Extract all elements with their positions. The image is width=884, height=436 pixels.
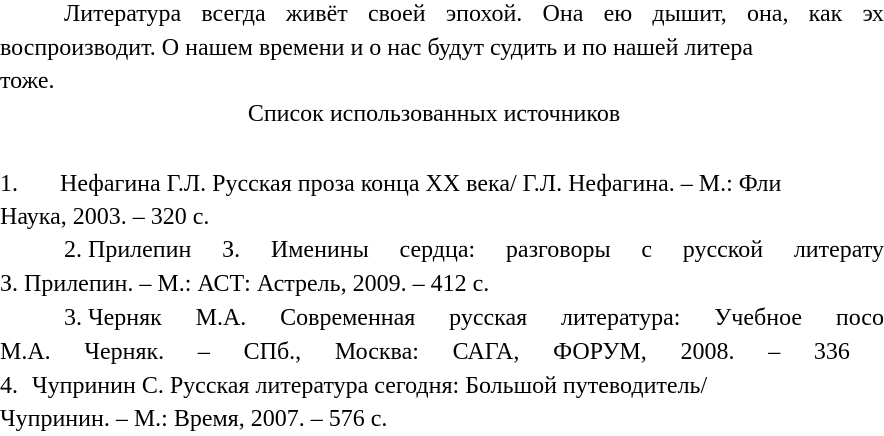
- word: Черняк: [88, 305, 162, 331]
- references-heading: Список использованных источников: [247, 101, 621, 127]
- word: ею: [603, 1, 633, 27]
- word: САГА,: [452, 339, 520, 365]
- word: 2008.: [680, 339, 735, 365]
- word: дышит,: [652, 1, 727, 27]
- word: 336: [813, 339, 850, 365]
- reference-text: Чупринин С. Русская литература сегодня: Большой путеводитель/: [32, 373, 708, 399]
- reference-number-text: 2.: [64, 237, 82, 263]
- reference-1-line-1: [0, 170, 781, 198]
- word: Она: [542, 1, 584, 27]
- word: эпохой.: [445, 1, 523, 27]
- word: она,: [746, 1, 789, 27]
- word: своей: [368, 1, 426, 27]
- word: литерату: [793, 237, 884, 263]
- reference-number: 4.: [0, 373, 18, 399]
- reference-text: Нефагина Г.Л. Русская проза конца XX века/ Г.Л. Нефагина. – М.: Фли: [60, 171, 782, 197]
- reference-3-line-2: [0, 338, 850, 366]
- reference-number: [64, 304, 162, 332]
- word: всегда: [201, 1, 266, 27]
- reference-number-text: 3.: [64, 305, 82, 331]
- word: ФОРУМ,: [553, 339, 647, 365]
- word: посо: [835, 305, 884, 331]
- word: русской: [682, 237, 764, 263]
- paragraph-line-3: тоже.: [0, 68, 55, 94]
- word: СПб.,: [243, 339, 302, 365]
- reference-4-line-1: [0, 372, 707, 400]
- paragraph-line-1: [64, 0, 884, 28]
- word: М.А.: [0, 339, 51, 365]
- word: русская: [449, 305, 528, 331]
- reference-2-line-1: [64, 236, 884, 264]
- word: сердца:: [399, 237, 476, 263]
- reference-2-line-2: З. Прилепин. – М.: АСТ: Астрель, 2009. – 412 с.: [0, 271, 490, 297]
- reference-3-line-1: [64, 304, 884, 332]
- word: эх: [862, 1, 884, 27]
- word: Именины: [270, 237, 369, 263]
- word: Черняк.: [84, 339, 165, 365]
- word: с: [641, 237, 653, 263]
- word: Прилепин: [88, 237, 192, 263]
- reference-1-line-2: Наука, 2003. – 320 с.: [0, 204, 210, 230]
- word: Учебное: [714, 305, 803, 331]
- word: разговоры: [505, 237, 611, 263]
- word: З.: [222, 237, 241, 263]
- paragraph-line-2: воспроизводит. О нашем времени и о нас будут судить и по нашей литера: [0, 35, 754, 61]
- word: Москва:: [334, 339, 419, 365]
- word: как: [808, 1, 843, 27]
- word: литература:: [560, 305, 681, 331]
- word: живёт: [285, 1, 348, 27]
- word: –: [768, 339, 781, 365]
- reference-number: 1.: [0, 171, 18, 197]
- word: Современная: [280, 305, 416, 331]
- reference-4-line-2: Чупринин. – М.: Время, 2007. – 576 с.: [0, 406, 388, 432]
- word: –: [197, 339, 210, 365]
- word: Литература: [64, 1, 182, 27]
- word: М.А.: [195, 305, 247, 331]
- reference-number: [64, 236, 191, 264]
